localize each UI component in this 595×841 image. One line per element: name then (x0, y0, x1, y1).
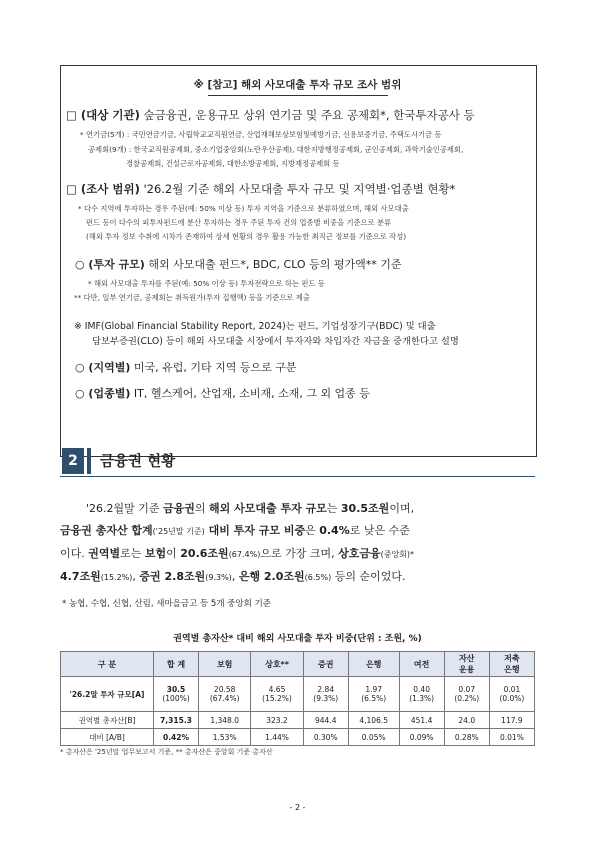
text-run: 의 (194, 502, 210, 515)
text-run-small: (15.2%) (100, 573, 133, 582)
cell-value: 0.01 (503, 685, 521, 694)
header-cell: 은행 (348, 652, 399, 677)
table-cell (348, 677, 399, 712)
table-cell: 4,106.5 (348, 712, 399, 729)
cell-value: 4.65 (268, 685, 286, 694)
table-cell (399, 677, 444, 712)
industry-text: IT, 헬스케어, 산업재, 소비재, 소재, 그 외 업종 등 (133, 387, 370, 400)
text-run-bold: 금융권 (163, 502, 195, 515)
paragraph-line-3 (60, 545, 414, 561)
text-run: 이며, (389, 502, 415, 515)
text-run: 으로 가장 크며, (260, 547, 339, 560)
table-cell (154, 677, 199, 712)
header-cell: 여전 (399, 652, 444, 677)
table-cell (251, 677, 303, 712)
text-run: , (231, 570, 239, 583)
cell-value: 1.97 (365, 685, 383, 694)
text-run: '26.2월말 기준 (86, 502, 164, 515)
agency-note-3: 경찰공제회, 건설근로자공제회, 대한소방공제회, 지방재정공제회 등 (126, 159, 340, 168)
investment-table (60, 651, 535, 746)
size-text: 해외 사모대출 펀드*, BDC, CLO 등의 평가액** 기준 (148, 258, 402, 271)
table-row (61, 712, 535, 729)
table-cell: 117.9 (489, 712, 534, 729)
header-cell: 증권 (303, 652, 348, 677)
cell-value: 30.5 (166, 685, 186, 694)
text-run: 은 (305, 524, 320, 537)
table-row (61, 677, 535, 712)
text-run: 로는 (120, 547, 145, 560)
table-cell: 0.05% (348, 729, 399, 746)
table-cell: 0.42% (154, 729, 199, 746)
region-text: 미국, 유럽, 기타 지역 등으로 구분 (133, 361, 297, 374)
table-footnote: * 총자산은 '25년말 업무보고서 기준, ** 총자산은 중앙회 기준 총자산 (60, 748, 273, 756)
agency-note-1: * 연기금(5개) : 국민연금기금, 사립학교교직원연금, 산업재해보상보험및예방기금, 신용보증기금, 주택도시기금 등 (80, 130, 442, 139)
table-cell: 944.4 (303, 712, 348, 729)
header-cell: 구 분 (61, 652, 154, 677)
table-cell: 24.0 (444, 712, 489, 729)
table-cell (199, 677, 251, 712)
table-caption: 권역별 총자산* 대비 해외 사모대출 투자 비중(단위 : 조원, %) (173, 634, 422, 644)
header-cell: 자산 운용 (444, 652, 489, 677)
text-run: , (132, 570, 140, 583)
cell-percent: (67.4%) (209, 694, 240, 703)
table-cell (444, 677, 489, 712)
industry-item (75, 385, 370, 401)
row-label: '26.2말 투자 규모[A] (61, 677, 154, 712)
text-run-bold: 30.5조원 (340, 502, 390, 515)
text-run-bold: 보험 (144, 547, 167, 560)
text-run-small: (중앙회)* (380, 550, 415, 559)
cell-percent: (15.2%) (262, 694, 292, 703)
agency-text: 숲금융권, 운용규모 상위 연기금 및 주요 공제회*, 한국투자공사 등 (143, 108, 475, 122)
section-underline (60, 476, 535, 477)
box-title-underline (208, 95, 388, 96)
cell-value: 2.84 (317, 685, 335, 694)
paragraph-line-4 (60, 568, 405, 584)
cell-value: 0.07 (458, 685, 476, 694)
cell-percent: (0.2%) (454, 694, 480, 703)
table-cell: 323.2 (251, 712, 303, 729)
imf-line-2: 담보부증권(CLO) 등이 해외 사모대출 시장에서 투자자와 차입자간 자금을 중개한다고 설명 (92, 336, 459, 347)
table-cell: 0.30% (303, 729, 348, 746)
text-run-small: (67.4%) (228, 550, 261, 559)
industry-label: ○ (업종별) (75, 387, 131, 400)
region-label: ○ (지역별) (75, 361, 131, 374)
row-label: 대비 [A/B] (61, 729, 154, 746)
table-cell: 451.4 (399, 712, 444, 729)
cell-percent: (100%) (162, 694, 190, 703)
text-run-bold: 20.6조원 (180, 547, 229, 560)
header-cell: 보험 (199, 652, 251, 677)
size-note-2: ** 다만, 일부 연기금, 공제회는 취득원가(투자 집행액) 등을 기준으로 제출 (74, 293, 310, 302)
table-cell: 0.09% (399, 729, 444, 746)
scope-note-2: 펀드 등이 다수의 피투자펀드에 분산 투자하는 경우 주된 투자 건의 업종별 비중을 기준으로 분류 (86, 218, 392, 227)
text-run-bold: 은행 2.0조원 (238, 570, 305, 583)
paragraph-line-1 (86, 500, 414, 516)
region-item (75, 359, 297, 375)
section-number: 2 (62, 448, 84, 474)
cell-value: 0.40 (413, 685, 430, 694)
cell-percent: (0.0%) (499, 694, 525, 703)
table-header-row (61, 652, 535, 677)
header-cell: 합 계 (154, 652, 199, 677)
header-cell: 저축 은행 (489, 652, 534, 677)
table-cell: 0.01% (489, 729, 534, 746)
cell-percent: (1.3%) (409, 694, 435, 703)
table-cell: 1,348.0 (199, 712, 251, 729)
scope-note-3: (해외 투자 정보 수취에 시차가 존재하여 상세 현황의 경우 활용 가능한 최직근 정보를 기준으로 작성) (86, 232, 407, 241)
agency-item (66, 107, 475, 123)
text-run: 로 낮은 수준 (349, 524, 410, 537)
text-run-bold: 해외 사모대출 투자 규모 (209, 502, 327, 515)
imf-line-1: ※ IMF(Global Financial Stability Report, 2024)는 펀드, 기업성장기구(BDC) 및 대출 (74, 321, 436, 332)
text-run-small: ('25년말 기준) (152, 527, 205, 536)
text-run-bold: 증권 2.8조원 (139, 570, 206, 583)
text-run-bold: 권역별 (88, 547, 121, 560)
box-title: ※ [참고] 해외 사모대출 투자 규모 조사 범위 (193, 79, 402, 91)
section-title: 금융권 현황 (100, 454, 176, 470)
table-cell (489, 677, 534, 712)
scope-label: □ (조사 범위) (66, 182, 140, 196)
size-note-1: * 해외 사모대출 투자를 주된(예: 50% 이상 등) 투자전략으로 하는 펀드 등 (88, 279, 325, 288)
table-cell (303, 677, 348, 712)
paragraph-line-2 (60, 522, 410, 538)
table-cell: 1.44% (251, 729, 303, 746)
text-run: 이다. (60, 547, 89, 560)
text-run-bold: 대비 투자 규모 비중 (204, 524, 306, 537)
text-run-bold: 금융권 총자산 합계 (60, 524, 153, 537)
scope-note-1: * 다수 지역에 투자하는 경우 주된(예: 50% 이상 등) 투자 지역을 기준으로 분류하였으며, 해외 사모대출 (78, 204, 409, 213)
page-number: - 2 - (289, 803, 306, 812)
table-cell: 7,315.3 (154, 712, 199, 729)
size-item (75, 256, 401, 272)
agency-label: □ (대상 기관) (66, 108, 140, 122)
text-run: 는 (326, 502, 341, 515)
size-label: ○ (투자 규모) (75, 258, 145, 271)
cell-percent: (6.5%) (361, 694, 387, 703)
cell-percent: (9.3%) (313, 694, 339, 703)
section-accent-bar (87, 448, 91, 474)
row-label: 권역별 총자산[B] (61, 712, 154, 729)
scope-item (66, 181, 455, 197)
text-run-bold: 4.7조원 (60, 570, 101, 583)
text-run-bold: 0.4% (319, 524, 350, 537)
table-cell: 1.53% (199, 729, 251, 746)
cell-value: 20.58 (213, 685, 236, 694)
text-run-small: (6.5%) (304, 573, 332, 582)
text-run-bold: 상호금융 (338, 547, 381, 560)
paragraph-note: * 농협, 수협, 신협, 산림, 새마을금고 등 5개 중앙회 기준 (62, 599, 272, 609)
text-run-small: (9.3%) (205, 573, 232, 582)
text-run: 이 (166, 547, 181, 560)
table-row (61, 729, 535, 746)
table-cell: 0.28% (444, 729, 489, 746)
header-cell: 상호** (251, 652, 303, 677)
text-run: 등의 순이었다. (331, 570, 406, 583)
scope-text: '26.2월 기준 해외 사모대출 투자 규모 및 지역별·업종별 현황* (143, 182, 456, 196)
agency-note-2: 공제회(9개) : 한국교직원공제회, 중소기업중앙회(노란우산공제), 대한지방행정공제회, 군인공제회, 과학기술인공제회, (88, 145, 464, 154)
